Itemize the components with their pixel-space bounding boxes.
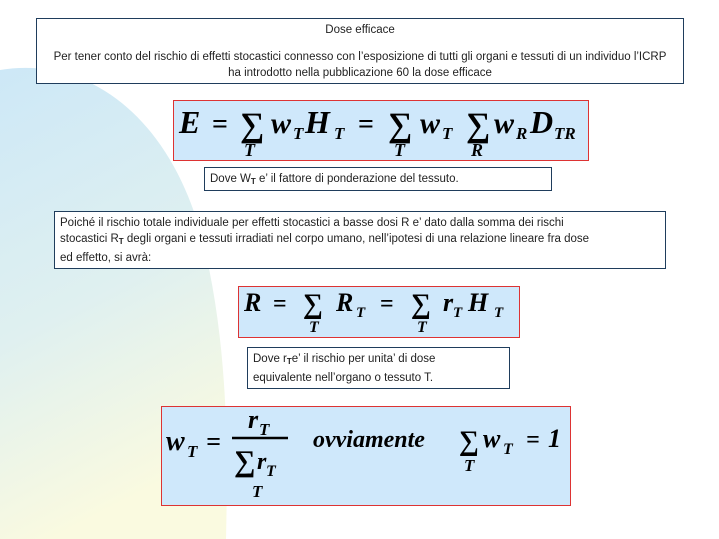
formula-1-svg bbox=[174, 101, 587, 159]
f3-word: ovviamente bbox=[313, 427, 425, 453]
formula-3-svg bbox=[162, 407, 569, 504]
f3-num-T: T bbox=[259, 420, 270, 439]
note3-sub: T bbox=[286, 357, 292, 366]
f1-sum2-T: T bbox=[394, 140, 405, 159]
f2-eq2: = bbox=[380, 291, 394, 317]
f1-eq1: = bbox=[212, 109, 228, 140]
f1-sum3: ∑ bbox=[466, 107, 491, 144]
f3-den-r-T: T bbox=[266, 463, 276, 480]
f2-r: r bbox=[443, 288, 454, 317]
f1-sum1: ∑ bbox=[240, 107, 265, 144]
f1-w1: w bbox=[271, 107, 292, 140]
f2-H: H bbox=[468, 288, 489, 317]
f3-sum: ∑ bbox=[459, 426, 479, 457]
f1-w3: w bbox=[494, 107, 515, 140]
note2-line2 bbox=[60, 231, 660, 250]
f3-w2: w bbox=[483, 424, 501, 453]
note1-prefix: Dove W bbox=[210, 173, 251, 185]
f2-sum1-T: T bbox=[309, 319, 319, 336]
f3-den-sum: ∑ bbox=[234, 445, 256, 478]
total-risk-formula bbox=[238, 286, 520, 338]
f3-one: 1 bbox=[548, 424, 561, 453]
f1-sum2: ∑ bbox=[388, 107, 413, 144]
f1-D-TR: TR bbox=[554, 124, 576, 143]
total-risk-note bbox=[54, 211, 666, 269]
f3-eq2: = bbox=[526, 427, 540, 453]
f2-r-T: T bbox=[453, 305, 463, 321]
f1-w3-R: R bbox=[516, 124, 528, 143]
f2-eq1: = bbox=[273, 291, 287, 317]
f3-w: w bbox=[166, 426, 185, 457]
f2-R: R bbox=[244, 288, 262, 317]
f3-num-r: r bbox=[248, 407, 259, 434]
note2-line2-suffix: degli organi e tessuti irradiati nel corpo umano, nell’ipotesi di una relazione lineare fra dose bbox=[123, 233, 590, 245]
effective-dose-formula bbox=[173, 100, 589, 161]
note3-line1 bbox=[253, 351, 504, 370]
f1-H-T: T bbox=[334, 124, 345, 143]
f3-w2-T: T bbox=[503, 441, 513, 458]
f2-H-T: T bbox=[494, 305, 504, 321]
note3-prefix: Dove r bbox=[253, 353, 287, 365]
weighting-factor-note bbox=[204, 167, 552, 191]
f1-sum1-T: T bbox=[244, 140, 255, 159]
unit-risk-note bbox=[247, 347, 510, 389]
f2-sum2: ∑ bbox=[411, 289, 431, 320]
f2-R2-T: T bbox=[356, 305, 366, 321]
f1-sum3-R: R bbox=[471, 140, 484, 159]
f1-eq2: = bbox=[358, 109, 374, 140]
formula-2-svg bbox=[239, 287, 518, 336]
f3-w-T: T bbox=[187, 442, 198, 461]
f1-D: D bbox=[530, 104, 554, 140]
section-title: Dose efficace bbox=[325, 24, 395, 36]
note2-line2-sub: T bbox=[118, 237, 124, 246]
f3-eq: = bbox=[206, 427, 221, 456]
intro-text: Per tener conto del rischio di effetti stocastici connesso con l’esposizione di tutti gli organi e tessuti di un individuo l’ICRP ha introdotto nella pubblicazione 60 la dose efficace bbox=[53, 51, 667, 79]
note1-sub: T bbox=[250, 177, 256, 186]
note3-line2: equivalente nell’organo o tessuto T. bbox=[253, 372, 434, 384]
f1-w2: w bbox=[420, 107, 441, 140]
note3-suffix: e’ il rischio per unita’ di dose bbox=[291, 353, 436, 365]
note2-line1: Poiché il rischio totale individuale per effetti stocastici a basse dosi R e’ dato dalla somma dei rischi bbox=[60, 217, 564, 229]
f1-H: H bbox=[305, 104, 330, 140]
note2-line2-prefix: stocastici R bbox=[60, 233, 119, 245]
note2-line3: ed effetto, si avrà: bbox=[60, 252, 152, 264]
f1-E: E bbox=[179, 104, 201, 140]
f3-den-r: r bbox=[257, 449, 267, 475]
f1-w1-T: T bbox=[293, 124, 304, 143]
f1-w2-T: T bbox=[442, 124, 453, 143]
f3-den-sum-T: T bbox=[252, 482, 263, 501]
f3-sum-T: T bbox=[464, 456, 475, 475]
f2-R2: R bbox=[336, 288, 354, 317]
tissue-weight-formula bbox=[161, 406, 571, 506]
f2-sum2-T: T bbox=[417, 319, 427, 336]
note1-suffix: e’ il fattore di ponderazione del tessuto. bbox=[259, 173, 459, 185]
intro-box bbox=[36, 18, 684, 84]
f2-sum1: ∑ bbox=[303, 289, 323, 320]
